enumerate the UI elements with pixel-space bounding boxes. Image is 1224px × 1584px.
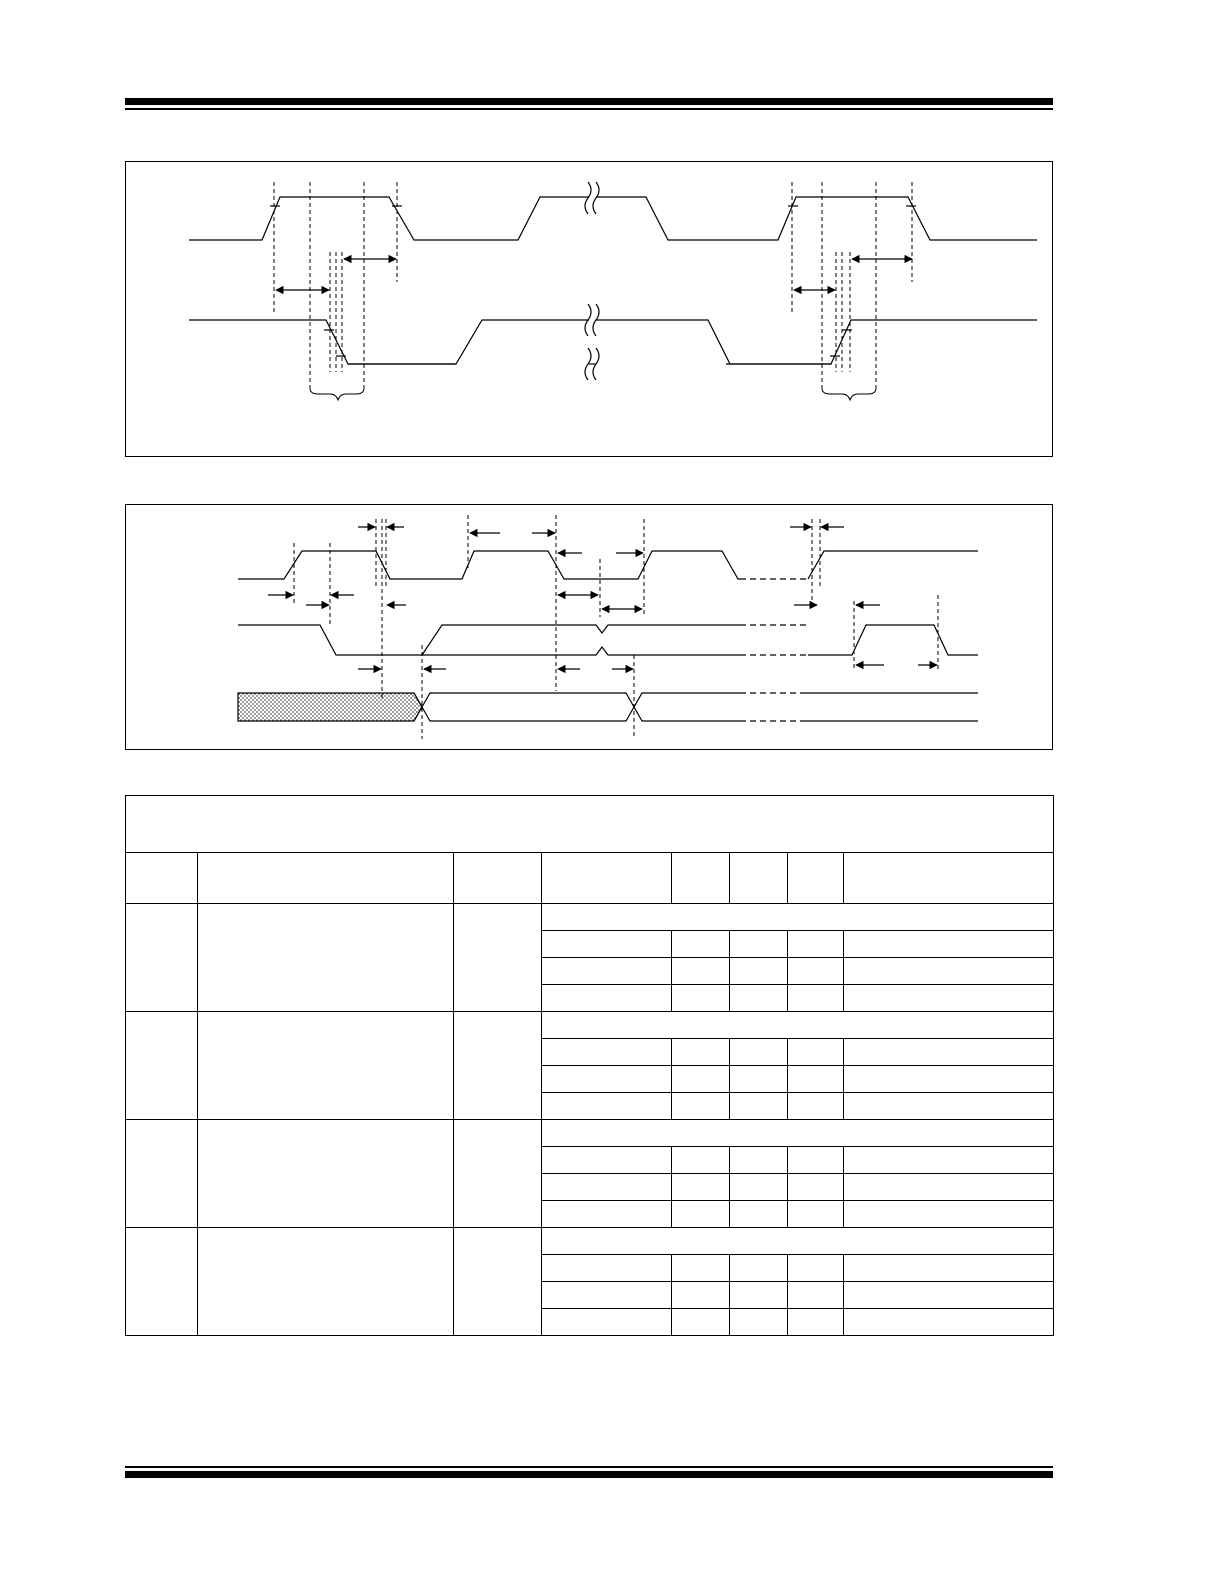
lower-waveform-cont	[596, 320, 1037, 364]
footer-rule-thin	[125, 1466, 1053, 1468]
upper-waveform-cont	[596, 197, 1037, 240]
figure-1-diagram	[126, 162, 1052, 456]
figure-2-panel	[125, 504, 1053, 750]
spec-table	[125, 795, 1054, 1336]
header-rule-thick	[125, 98, 1053, 105]
lower-waveform	[189, 320, 589, 364]
col-header-4	[542, 853, 672, 904]
table-row	[126, 1120, 1054, 1147]
col-header-1	[126, 853, 198, 904]
figure-1-panel	[125, 161, 1053, 457]
braces	[310, 388, 876, 400]
footer-rule-thick	[125, 1471, 1053, 1478]
table-header-row	[126, 853, 1054, 904]
table-row	[126, 1012, 1054, 1039]
figure-2-diagram	[126, 505, 1052, 749]
col-header-6	[730, 853, 788, 904]
table-caption	[126, 796, 1054, 853]
header-rule-thin	[125, 108, 1053, 110]
data-line-waveform	[238, 625, 422, 655]
col-header-2	[198, 853, 454, 904]
clock-waveform	[238, 551, 740, 579]
data-bus-waveform	[414, 693, 740, 721]
clock-waveform-cont	[808, 551, 978, 579]
col-header-8	[844, 853, 1054, 904]
break-marks	[585, 182, 599, 380]
col-header-3	[454, 853, 542, 904]
col-header-5	[672, 853, 730, 904]
table-row	[126, 904, 1054, 931]
table-row	[126, 1228, 1054, 1255]
upper-waveform	[189, 197, 589, 240]
col-header-7	[788, 853, 844, 904]
